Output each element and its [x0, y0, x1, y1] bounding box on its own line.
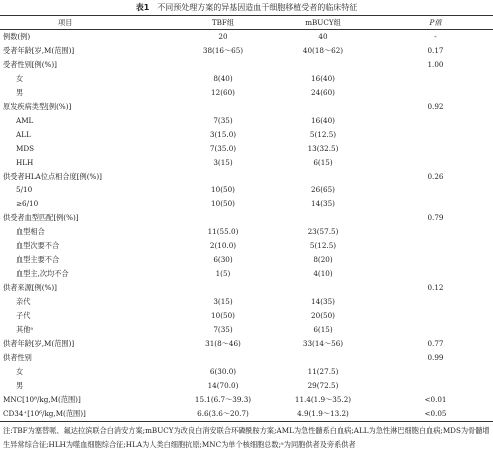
tbf-value: 11(55.0)	[207, 227, 239, 237]
tbf-value: 3(15)	[213, 157, 233, 167]
p-value	[378, 253, 493, 267]
header-mbucy: mBUCY组	[268, 16, 378, 30]
p-value	[378, 156, 493, 170]
p-value	[378, 128, 493, 142]
mbucy-value: 40(18～62)	[302, 45, 344, 55]
mbucy-value	[268, 58, 378, 72]
table-row	[0, 170, 493, 184]
tbf-value: 38(16～65)	[202, 45, 244, 55]
tbf-value: 7(35)	[213, 115, 233, 125]
row-label: AML	[16, 115, 34, 125]
p-value: -	[434, 32, 437, 41]
table-row	[0, 197, 493, 211]
tbf-value: 8(40)	[213, 73, 233, 83]
table-caption	[0, 0, 493, 15]
tbf-value: 10(50)	[211, 199, 235, 209]
tbf-value	[178, 100, 268, 114]
mbucy-value: 23(57.5)	[307, 227, 339, 237]
tbf-value: 6.6(3.6～20.7)	[178, 407, 268, 421]
p-value	[378, 295, 493, 309]
row-label: 血型主要不合	[16, 255, 60, 265]
row-label: HLH	[16, 157, 34, 167]
row-label: 女	[16, 73, 24, 83]
row-label: 例数(例)	[3, 32, 31, 41]
table-row	[0, 183, 493, 197]
table-row	[0, 142, 493, 156]
p-value: 0.17	[427, 45, 444, 55]
mbucy-value: 20(50)	[311, 311, 335, 321]
tbf-value	[178, 351, 268, 365]
tbf-value: 10(50)	[211, 311, 235, 321]
table-title: 不同预处理方案的异基因造血干细胞移植受者的临床特征	[157, 3, 358, 12]
p-value: <0.01	[424, 394, 447, 404]
table-row	[0, 253, 493, 267]
p-value: 0.92	[427, 101, 444, 111]
row-label: 其他ᵃ	[16, 325, 34, 335]
row-label: 供者年龄[岁,M(范围)]	[3, 338, 75, 348]
row-label: 血型次要不合	[16, 241, 60, 251]
mbucy-value	[268, 351, 378, 365]
row-label: 子代	[16, 311, 31, 321]
mbucy-value: 13(32.5)	[307, 143, 339, 153]
row-label: 原发疾病类型[例(%)]	[3, 101, 72, 111]
p-value	[378, 86, 493, 100]
tbf-value: 20	[218, 32, 228, 41]
p-value	[378, 197, 493, 211]
mbucy-value: 16(40)	[311, 73, 335, 83]
mbucy-value: 5(12.5)	[309, 241, 337, 251]
table-row	[0, 393, 493, 407]
table-row	[0, 114, 493, 128]
table-row	[0, 72, 493, 86]
p-value	[378, 225, 493, 239]
table-row	[0, 379, 493, 393]
mbucy-value: 26(65)	[311, 185, 335, 195]
header-p-value: P值	[378, 16, 493, 30]
table-row	[0, 351, 493, 365]
table-row	[0, 281, 493, 295]
mbucy-value	[268, 281, 378, 295]
tbf-value: 15.1(6.7～39.3)	[194, 394, 252, 404]
table-row	[0, 407, 493, 421]
table-row	[0, 211, 493, 225]
p-value: <0.05	[378, 407, 493, 421]
tbf-value: 1(5)	[215, 269, 231, 279]
p-value: 0.26	[427, 171, 444, 181]
row-label: 受者性别[例(%)]	[3, 59, 57, 69]
header-tbf: TBF组	[178, 16, 268, 30]
row-label: ALL	[16, 129, 31, 139]
table-row	[0, 30, 493, 44]
mbucy-value: 16(40)	[311, 115, 335, 125]
table-row	[0, 267, 493, 281]
table-row	[0, 323, 493, 337]
tbf-value	[178, 211, 268, 225]
row-label: MNC[10⁸/kg,M(范围)]	[3, 394, 81, 404]
row-label: 亲代	[16, 297, 31, 307]
mbucy-value: 24(60)	[311, 87, 335, 97]
mbucy-value: 14(35)	[311, 297, 335, 307]
mbucy-value: 4.9(1.9～13.2)	[268, 407, 378, 421]
p-value	[378, 183, 493, 197]
row-label: 供受者血型匹配[例(%)]	[3, 213, 79, 223]
tbf-value: 7(35)	[213, 325, 233, 335]
row-label: 血型相合	[16, 227, 45, 237]
table-row	[0, 58, 493, 72]
table-row	[0, 225, 493, 239]
mbucy-value: 8(20)	[313, 255, 333, 265]
clinical-characteristics-table	[0, 15, 493, 422]
p-value	[378, 114, 493, 128]
mbucy-value: 33(14～56)	[302, 338, 344, 348]
tbf-value: 3(15)	[213, 297, 233, 307]
row-label: 女	[16, 366, 24, 376]
table-row	[0, 86, 493, 100]
table-row	[0, 128, 493, 142]
mbucy-value	[268, 170, 378, 184]
p-value	[378, 365, 493, 379]
table-row	[0, 100, 493, 114]
mbucy-value: 14(35)	[311, 199, 335, 209]
header-item: 项目	[0, 16, 178, 30]
table-row	[0, 365, 493, 379]
p-value	[378, 267, 493, 281]
p-value: 0.12	[427, 283, 444, 293]
mbucy-value: 5(12.5)	[309, 129, 337, 139]
table-row	[0, 337, 493, 351]
row-label: 供者性别	[3, 352, 32, 362]
row-label: ≥6/10	[16, 199, 39, 209]
tbf-value: 6(30)	[213, 255, 233, 265]
tbf-value: 3(15.0)	[209, 129, 237, 139]
tbf-value: 7(35.0)	[209, 143, 237, 153]
mbucy-value: 29(72.5)	[307, 380, 339, 390]
table-body	[0, 30, 493, 422]
table-row	[0, 156, 493, 170]
p-value: 0.79	[427, 213, 444, 223]
tbf-value: 6(30.0)	[209, 366, 237, 376]
row-label: MDS	[16, 143, 35, 153]
p-value	[378, 379, 493, 393]
tbf-value	[178, 58, 268, 72]
mbucy-value: 4(10)	[313, 269, 333, 279]
p-value: 1.00	[427, 59, 444, 69]
tbf-value: 12(60)	[211, 87, 235, 97]
mbucy-value: 6(15)	[313, 325, 333, 335]
p-value: 0.99	[427, 352, 444, 362]
table-row	[0, 295, 493, 309]
mbucy-value: 40	[318, 32, 328, 41]
mbucy-value	[268, 211, 378, 225]
table-row	[0, 309, 493, 323]
mbucy-value	[268, 100, 378, 114]
row-label: 男	[16, 87, 24, 97]
tbf-value: 10(50)	[211, 185, 235, 195]
row-label: 供受者HLA位点相合度[例(%)]	[3, 171, 102, 181]
table-footnote: 注:TBF为塞替哌、氟达拉滨联合白消安方案;mBUCY为改良白消安联合环磷酰胺方案;AML为急性髓系白血病;ALL为急性淋巴细胞白血病;MDS为骨髓增生异常综合征;HLH为噬血细胞综合征;HLA为人类白细胞抗原;MNC为单个核细胞总数;ᵃ为同胞供者及旁系供者	[3, 425, 490, 449]
table-header-row	[0, 16, 493, 30]
row-label: 男	[16, 380, 24, 390]
tbf-value: 14(70.0)	[207, 380, 239, 390]
p-value	[378, 72, 493, 86]
row-label: 供者来源[例(%)]	[3, 283, 57, 293]
p-value	[378, 309, 493, 323]
p-value	[378, 323, 493, 337]
tbf-value	[178, 281, 268, 295]
tbf-value: 2(10.0)	[209, 241, 237, 251]
row-label: 5/10	[16, 185, 33, 195]
tbf-value	[178, 170, 268, 184]
p-value	[378, 239, 493, 253]
table-row	[0, 239, 493, 253]
mbucy-value: 6(15)	[313, 157, 333, 167]
table-row	[0, 44, 493, 58]
p-value	[378, 142, 493, 156]
mbucy-value: 11(27.5)	[307, 366, 339, 376]
tbf-value: 31(8～46)	[205, 338, 241, 348]
row-label: 受者年龄[岁,M(范围)]	[3, 45, 75, 55]
mbucy-value: 11.4(1.9～35.2)	[294, 394, 352, 404]
row-label: 血型主,次均不合	[16, 269, 69, 279]
p-value: 0.77	[427, 338, 444, 348]
row-label: CD34⁺[10⁶/kg,M(范围)]	[0, 407, 178, 421]
table-number: 表1	[135, 3, 150, 12]
